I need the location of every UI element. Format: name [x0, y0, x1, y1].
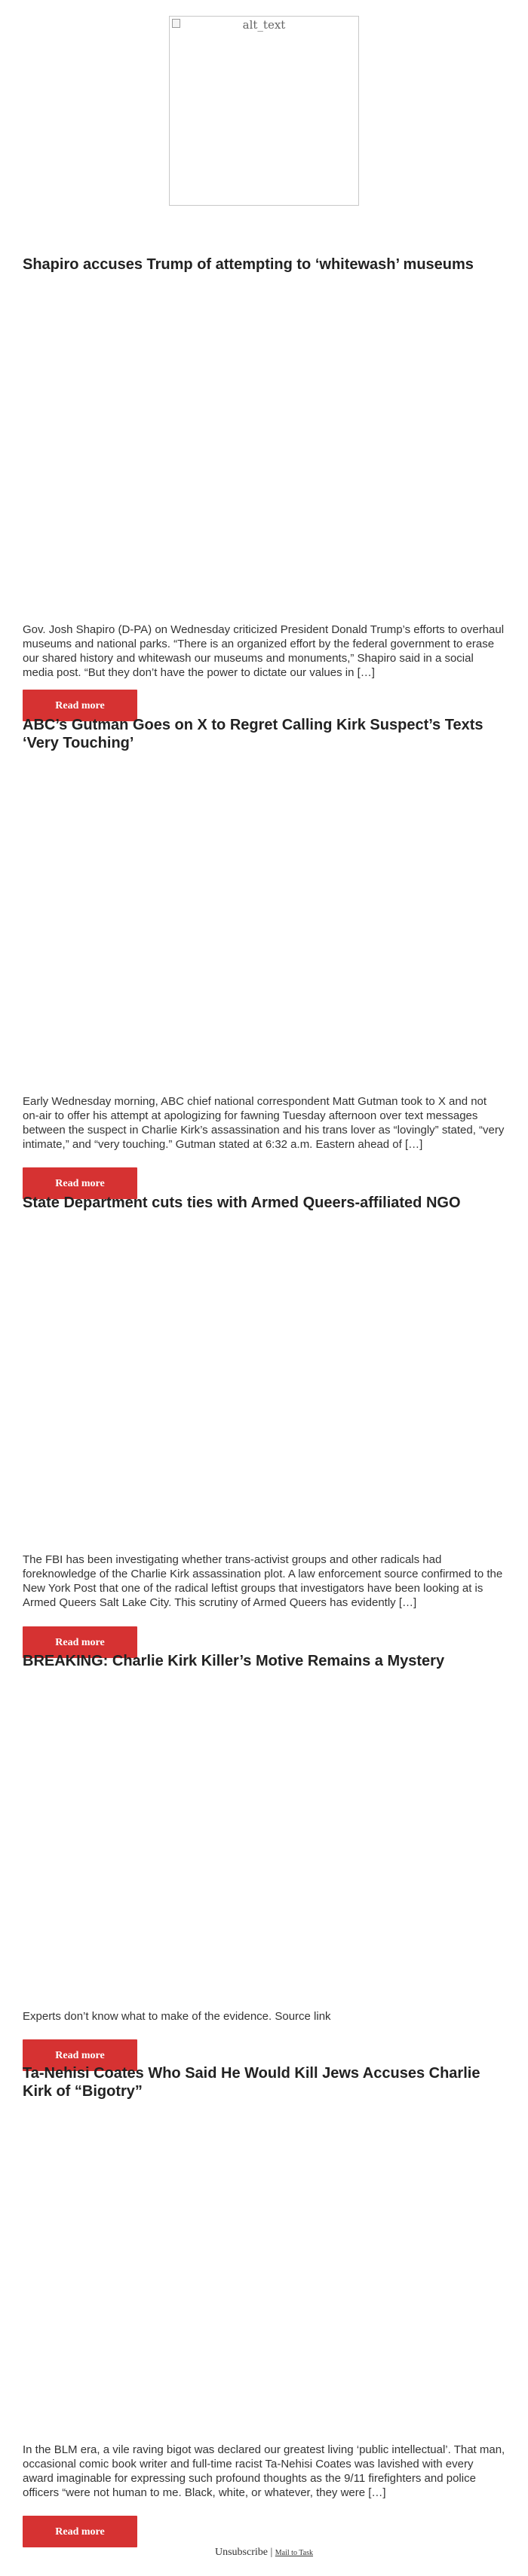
article-title[interactable]: State Department cuts ties with Armed Queers-affiliated NGO [23, 1195, 461, 1211]
article-excerpt: The FBI has been investigating whether trans-activist groups and other radicals had foreknowledge of the Charlie Kirk assassination plot. A law enforcement source confirmed to the New York Post that one of the radical leftist groups that investigators have been looking at is Armed Queers Salt Lake City. This scrutiny of Armed Queers has evidently […] [23, 1553, 503, 1609]
article-card [23, 716, 505, 1189]
article-title[interactable]: Shapiro accuses Trump of attempting to ‘whitewash’ museums [23, 256, 474, 273]
article-card [23, 1652, 505, 2061]
read-more-button[interactable]: Read more [23, 690, 137, 721]
footer [0, 2547, 528, 2559]
logo-image [169, 16, 359, 206]
read-more-button[interactable]: Read more [23, 2516, 137, 2547]
article-card [23, 255, 505, 711]
article-title[interactable]: Ta-Nehisi Coates Who Said He Would Kill Jews Accuses Charlie Kirk of “Bigotry” [23, 2065, 480, 2100]
article-title[interactable]: ABC’s Gutman Goes on X to Regret Calling Kirk Suspect’s Texts ‘Very Touching’ [23, 717, 483, 751]
footer-separator: | [270, 2547, 273, 2558]
read-more-button[interactable]: Read more [23, 1167, 137, 1199]
article-excerpt: In the BLM era, a vile raving bigot was declared our greatest living ‘public intellectual’. That man, occasional comic book writer and full-time racist Ta-Nehisi Coates was lavished with every award imaginable for expressing such profound thoughts as the 9/11 firefighters and police officers “were not human to me. Black, white, or whatever, they were […] [23, 2443, 505, 2499]
read-more-button[interactable]: Read more [23, 2039, 137, 2071]
logo-alt-text: alt_text [242, 18, 286, 32]
article-excerpt: Early Wednesday morning, ABC chief national correspondent Matt Gutman took to X and not on-air to offer his attempt at apologizing for fawning Tuesday afternoon over text messages between the suspect in Charlie Kirk’s assassination and his trans lover as “lovingly” stated, “very intimate,” and “very touching.” Gutman stated at 6:32 a.m. Eastern ahead of […] [23, 1095, 505, 1151]
article-card [23, 2064, 505, 2538]
manage-link[interactable]: Mail to Task [275, 2549, 314, 2557]
article-title[interactable]: BREAKING: Charlie Kirk Killer’s Motive Remains a Mystery [23, 1653, 445, 1669]
unsubscribe-text[interactable]: Unsubscribe [214, 2547, 268, 2558]
article-excerpt: Experts don’t know what to make of the evidence. Source link [23, 2010, 331, 2023]
article-card [23, 1194, 505, 1648]
article-excerpt: Gov. Josh Shapiro (D-PA) on Wednesday criticized President Donald Trump’s efforts to overhaul museums and national parks. “There is an organized effort by the federal government to erase our shared history and whitewash our museums and monuments,” Shapiro said in a social media post. “But they don’t have the power to dictate our values in […] [23, 623, 505, 679]
read-more-button[interactable]: Read more [23, 1626, 137, 1658]
